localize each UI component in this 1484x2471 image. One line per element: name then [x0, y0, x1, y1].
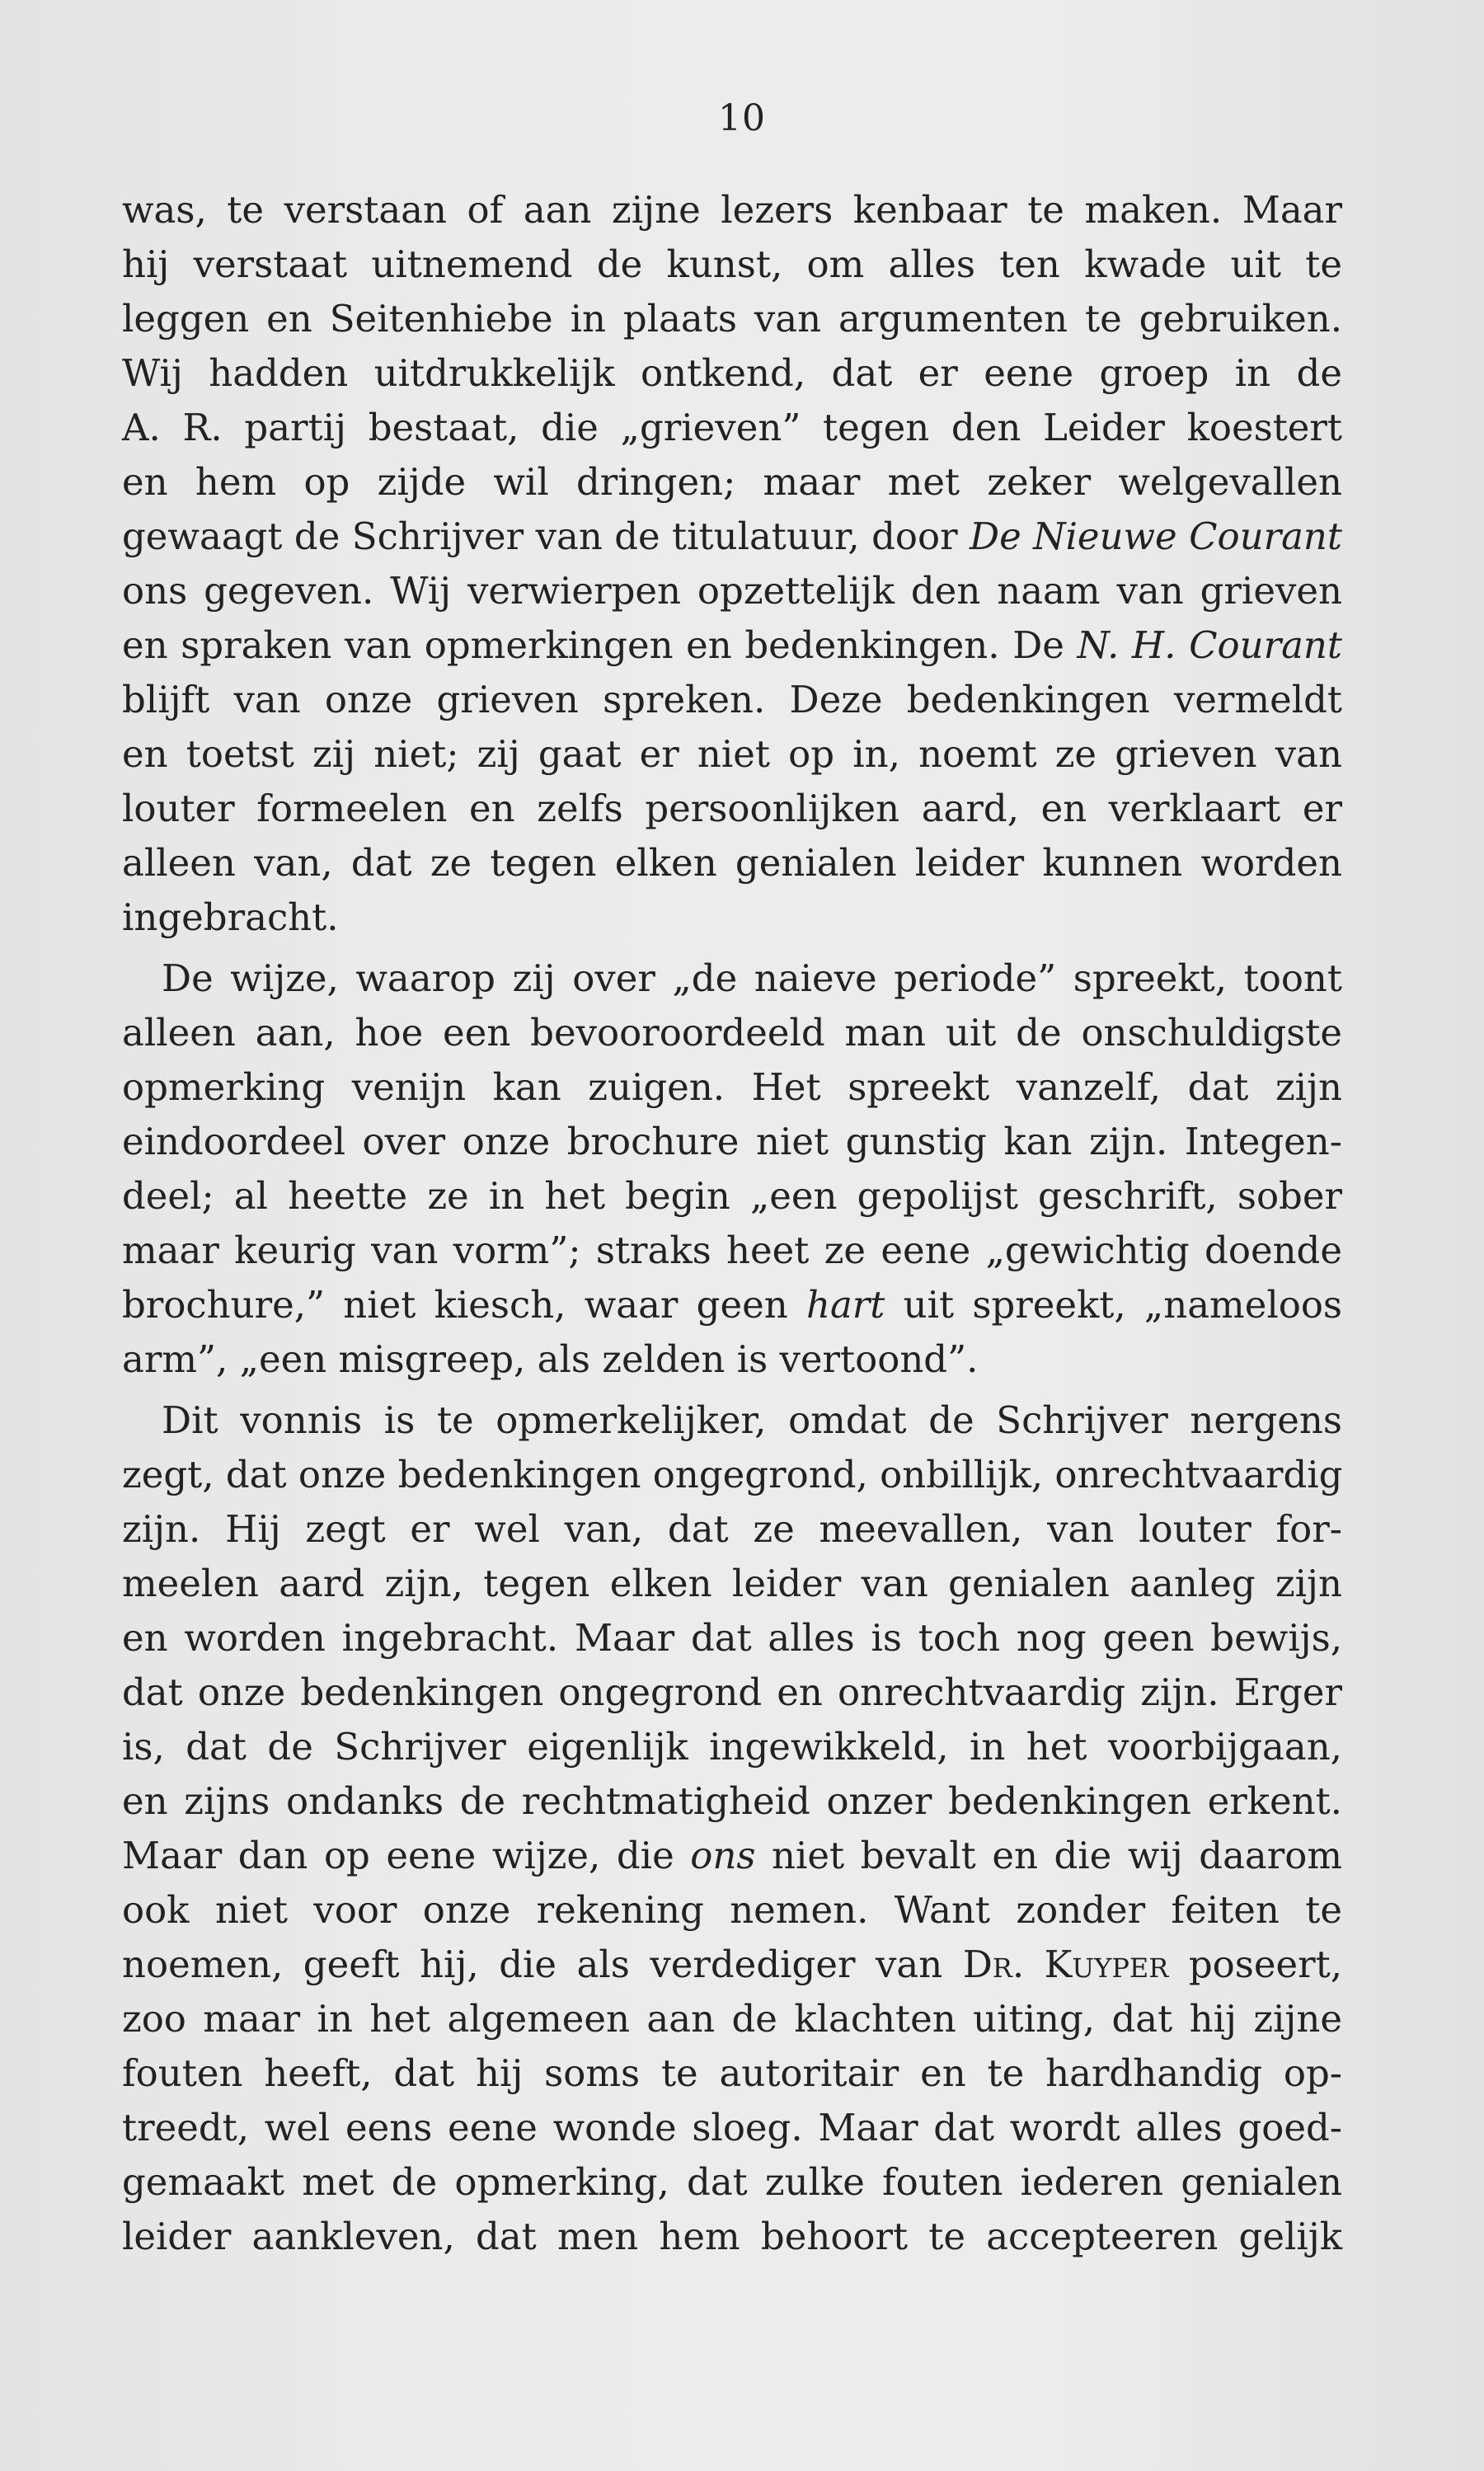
text-run: uit spreekt, „nameloos: [885, 1283, 1342, 1327]
text-line: maar keurig van vorm”; straks heet ze eene „gewichtig doende: [122, 1228, 1342, 1272]
paragraph-2: [122, 951, 1342, 1387]
newspaper-title: N. H. Courant: [1077, 623, 1342, 667]
text-line: Wij hadden uitdrukkelijk ontkend, dat er eene groep in de: [122, 351, 1342, 395]
text-line: en worden ingebracht. Maar dat alles is toch nog geen bewijs,: [122, 1616, 1342, 1660]
paragraph-3: [122, 1393, 1342, 2264]
text-line: en hem op zijde wil dringen; maar met zeker welgevallen: [122, 460, 1342, 504]
text-line: [122, 510, 1342, 564]
text-line: leggen en Seitenhiebe in plaats van argumenten te gebruiken.: [122, 297, 1342, 341]
text-line: treedt, wel eens eene wonde sloeg. Maar dat wordt alles goed-: [122, 2106, 1342, 2149]
text-line: A. R. partij bestaat, die „grieven” tegen den Leider koestert: [122, 406, 1342, 449]
text-line: deel; al heette ze in het begin „een gepolijst geschrift, sober: [122, 1174, 1342, 1218]
text-line: was, te verstaan of aan zijne lezers kenbaar te maken. Maar: [122, 188, 1342, 232]
text-line: leider aankleven, dat men hem behoort te accepteeren gelijk: [122, 2215, 1342, 2258]
text-run: brochure,” niet kiesch, waar geen: [122, 1283, 806, 1327]
text-line: ons gegeven. Wij verwierpen opzettelijk den naam van grieven: [122, 569, 1342, 613]
text-line: hij verstaat uitnemend de kunst, om alles ten kwade uit te: [122, 242, 1342, 286]
text-line: Dit vonnis is te opmerkelijker, omdat de Schrijver nergens: [162, 1398, 1342, 1442]
text-run: noemen, geeft hij, die als verdediger van: [122, 1943, 963, 1986]
text-line: is, dat de Schrijver eigenlijk ingewikkeld, in het voorbijgaan,: [122, 1725, 1342, 1769]
text-line: en toetst zij niet; zij gaat er niet op in, noemt ze grieven van: [122, 732, 1342, 776]
text-line: en zijns ondanks de rechtmatigheid onzer bedenkingen erkent.: [122, 1779, 1342, 1823]
text-line: De wijze, waarop zij over „de naieve periode” spreekt, toont: [162, 956, 1342, 1000]
text-line: [122, 1938, 1342, 1992]
text-run: en spraken van opmerkingen en bedenkingen. De: [122, 623, 1078, 667]
person-name: Dr. Kuyper: [962, 1943, 1169, 1986]
text-run: niet bevalt en die wij daarom: [755, 1834, 1342, 1877]
text-line: arm”, „een misgreep, als zelden is vertoond”.: [122, 1337, 979, 1381]
text-line: meelen aard zijn, tegen elken leider van genialen aanleg zijn: [122, 1562, 1342, 1605]
text-line: [122, 1829, 1342, 1883]
text-line: zegt, dat onze bedenkingen ongegrond, onbillijk, onrechtvaardig: [122, 1453, 1343, 1496]
text-run: Maar dan op eene wijze, die: [122, 1834, 691, 1877]
text-line: opmerking venijn kan zuigen. Het spreekt vanzelf, dat zijn: [122, 1065, 1342, 1109]
text-run: poseert,: [1168, 1943, 1342, 1986]
text-line: ingebracht.: [122, 895, 339, 939]
text-line: blijft van onze grieven spreken. Deze bedenkingen vermeldt: [122, 678, 1342, 721]
paragraph-1: [122, 183, 1342, 945]
text-line: eindoordeel over onze brochure niet gunstig kan zijn. Integen-: [122, 1120, 1342, 1163]
emphasis: hart: [805, 1283, 885, 1327]
text-line: zoo maar in het algemeen aan de klachten uiting, dat hij zijne: [122, 1997, 1342, 2041]
body-text: [122, 183, 1342, 2264]
text-line: fouten heeft, dat hij soms te autoritair en te hardhandig op-: [122, 2051, 1342, 2095]
text-line: [122, 618, 1342, 673]
text-line: alleen van, dat ze tegen elken genialen leider kunnen worden: [122, 841, 1342, 885]
page-number: 10: [718, 97, 766, 139]
text-line: [122, 1278, 1342, 1332]
emphasis: ons: [690, 1834, 756, 1877]
text-line: alleen aan, hoe een bevooroordeeld man uit de onschuldigste: [122, 1011, 1342, 1055]
text-line: louter formeelen en zelfs persoonlijken aard, en verklaart er: [122, 787, 1342, 830]
newspaper-title: De Nieuwe Courant: [970, 514, 1342, 558]
text-line: ook niet voor onze rekening nemen. Want zonder feiten te: [122, 1888, 1342, 1932]
text-line: gemaakt met de opmerking, dat zulke fouten iederen genialen: [122, 2160, 1342, 2204]
text-line: zijn. Hij zegt er wel van, dat ze meevallen, van louter for-: [122, 1507, 1342, 1551]
text-line: dat onze bedenkingen ongegrond en onrechtvaardig zijn. Erger: [122, 1670, 1342, 1714]
text-run: gewaagt de Schrijver van de titulatuur, door: [122, 514, 970, 558]
